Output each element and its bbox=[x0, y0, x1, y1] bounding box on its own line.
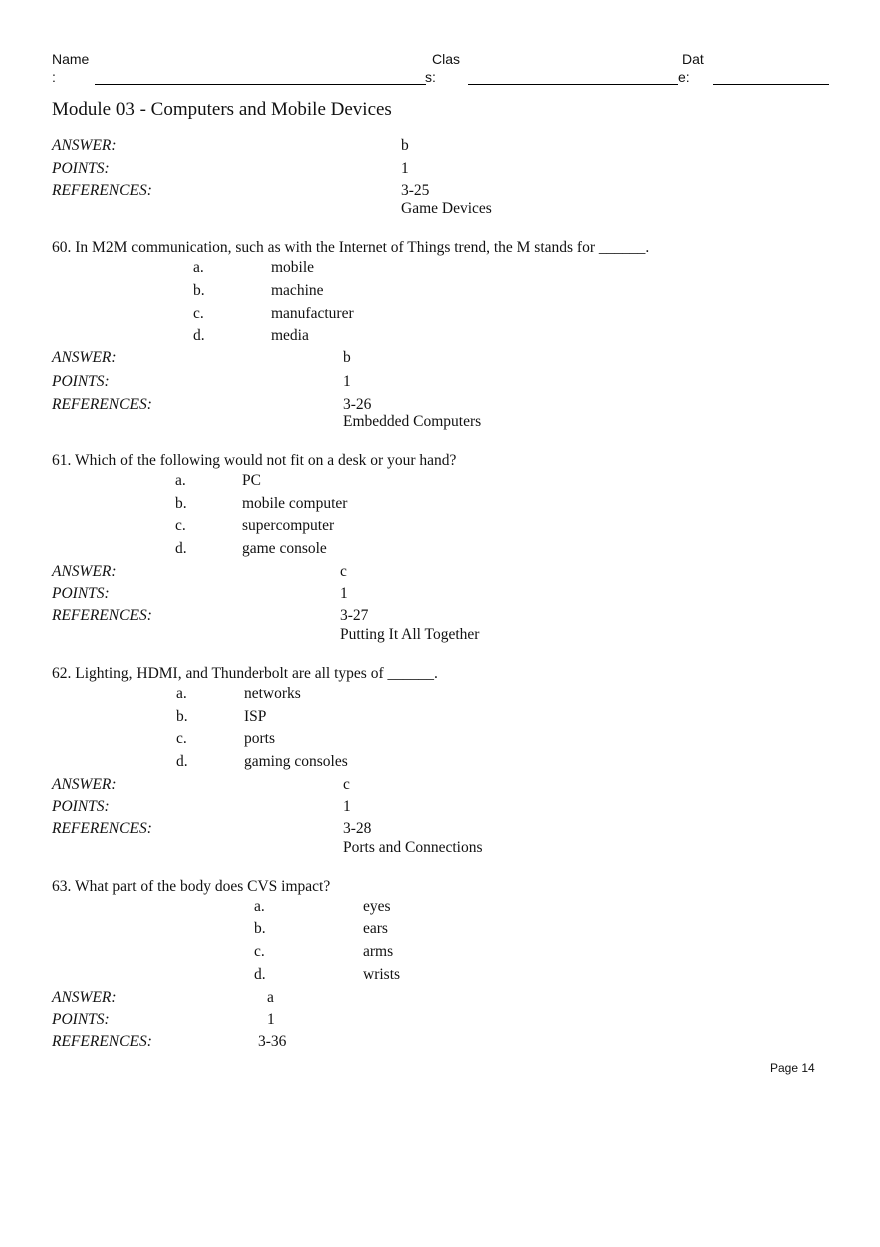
date-label: Dat bbox=[682, 51, 704, 67]
option-text: mobile computer bbox=[242, 495, 348, 512]
answer-value: c bbox=[343, 776, 350, 793]
answer-label: ANSWER: bbox=[52, 989, 117, 1006]
option-text: machine bbox=[271, 282, 324, 299]
option-text: supercomputer bbox=[242, 517, 335, 534]
option-letter: c. bbox=[193, 305, 204, 322]
points-label: POINTS: bbox=[52, 1011, 110, 1028]
references-page: 3-27 bbox=[340, 607, 369, 624]
references-topic: Game Devices bbox=[401, 200, 492, 217]
answer-label: ANSWER: bbox=[52, 776, 117, 793]
references-label: REFERENCES: bbox=[52, 607, 152, 624]
references-page: 3-26 bbox=[343, 396, 372, 413]
option-text: ports bbox=[244, 730, 275, 747]
option-text: gaming consoles bbox=[244, 753, 348, 770]
option-text: game console bbox=[242, 540, 327, 557]
option-letter: d. bbox=[176, 753, 188, 770]
references-topic: Ports and Connections bbox=[343, 839, 483, 856]
option-letter: b. bbox=[254, 920, 266, 937]
answer-value: c bbox=[340, 563, 347, 580]
references-label: REFERENCES: bbox=[52, 396, 152, 413]
points-value: 1 bbox=[267, 1011, 275, 1028]
name-label: Name bbox=[52, 51, 90, 67]
references-page: 3-28 bbox=[343, 820, 372, 837]
references-label: REFERENCES: bbox=[52, 182, 152, 199]
option-text: networks bbox=[244, 685, 301, 702]
page-title: Module 03 - Computers and Mobile Devices bbox=[52, 99, 392, 120]
question-text: 62. Lighting, HDMI, and Thunderbolt are all types of ______. bbox=[52, 665, 438, 682]
references-label: REFERENCES: bbox=[52, 1033, 152, 1050]
option-letter: b. bbox=[175, 495, 187, 512]
option-letter: b. bbox=[176, 708, 188, 725]
option-text: PC bbox=[242, 472, 261, 489]
option-letter: a. bbox=[193, 259, 204, 276]
option-letter: b. bbox=[193, 282, 205, 299]
class-label-suffix: s: bbox=[425, 69, 436, 85]
option-letter: d. bbox=[254, 966, 266, 983]
option-letter: c. bbox=[175, 517, 186, 534]
question-text: 61. Which of the following would not fit on a desk or your hand? bbox=[52, 452, 457, 469]
answer-label: ANSWER: bbox=[52, 137, 117, 154]
answer-value: a bbox=[267, 989, 274, 1006]
class-label: Clas bbox=[432, 51, 461, 67]
option-text: media bbox=[271, 327, 309, 344]
option-text: eyes bbox=[363, 898, 391, 915]
option-letter: a. bbox=[176, 685, 187, 702]
option-text: wrists bbox=[363, 966, 401, 983]
points-value: 1 bbox=[343, 373, 351, 390]
answer-label: ANSWER: bbox=[52, 349, 117, 366]
option-text: manufacturer bbox=[271, 305, 354, 322]
option-text: ISP bbox=[244, 708, 267, 725]
option-letter: d. bbox=[193, 327, 205, 344]
option-text: mobile bbox=[271, 259, 315, 276]
answer-label: ANSWER: bbox=[52, 563, 117, 580]
answer-value: b bbox=[401, 137, 409, 154]
option-letter: c. bbox=[176, 730, 187, 747]
references-topic: Putting It All Together bbox=[340, 626, 480, 643]
points-value: 1 bbox=[343, 798, 351, 815]
references-page: 3-36 bbox=[258, 1033, 287, 1050]
points-value: 1 bbox=[401, 160, 409, 177]
option-text: arms bbox=[363, 943, 394, 960]
page-number: Page 14 bbox=[770, 1061, 815, 1075]
points-label: POINTS: bbox=[52, 373, 110, 390]
references-label: REFERENCES: bbox=[52, 820, 152, 837]
option-letter: a. bbox=[254, 898, 265, 915]
question-text: 63. What part of the body does CVS impact? bbox=[52, 878, 331, 895]
date-label-suffix: e: bbox=[678, 69, 690, 85]
points-label: POINTS: bbox=[52, 798, 110, 815]
points-label: POINTS: bbox=[52, 160, 110, 177]
references-topic: Embedded Computers bbox=[343, 413, 482, 430]
question-text: 60. In M2M communication, such as with the Internet of Things trend, the M stands for ______. bbox=[52, 239, 650, 256]
references-page: 3-25 bbox=[401, 182, 430, 199]
date-blank-line bbox=[713, 84, 829, 85]
option-letter: d. bbox=[175, 540, 187, 557]
option-letter: c. bbox=[254, 943, 265, 960]
points-label: POINTS: bbox=[52, 585, 110, 602]
option-letter: a. bbox=[175, 472, 186, 489]
answer-value: b bbox=[343, 349, 351, 366]
points-value: 1 bbox=[340, 585, 348, 602]
name-label-colon: : bbox=[52, 69, 56, 85]
name-blank-line bbox=[95, 84, 426, 85]
class-blank-line bbox=[468, 84, 678, 85]
option-text: ears bbox=[363, 920, 388, 937]
